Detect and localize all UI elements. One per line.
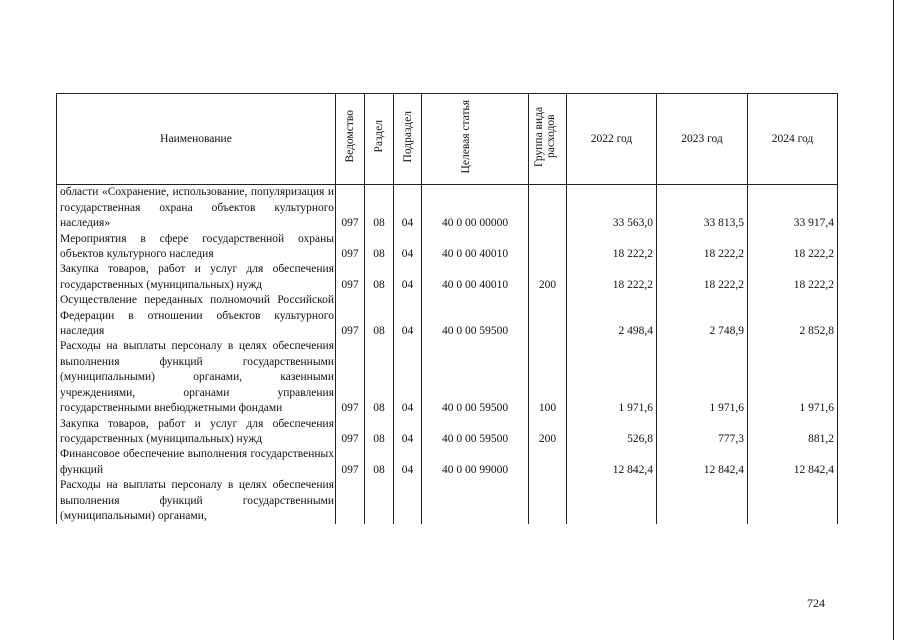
cell-y2023: 18 222,2 (657, 232, 748, 263)
table-row (57, 262, 838, 293)
cell-vid (529, 232, 567, 263)
cell-y2024: 18 222,2 (748, 262, 838, 293)
cell-statya: 40 0 00 40010 (422, 232, 529, 263)
cell-y2022 (567, 478, 657, 524)
cell-podrazdel (394, 478, 422, 524)
cell-statya: 40 0 00 59500 (422, 339, 529, 416)
cell-vid: 100 (529, 339, 567, 416)
cell-vid (529, 447, 567, 478)
cell-y2024: 2 852,8 (748, 293, 838, 339)
cell-y2022: 12 842,4 (567, 447, 657, 478)
header-vedomstvo: Ведомство (336, 94, 365, 185)
table-row (57, 447, 838, 478)
table-row (57, 417, 838, 448)
page-number: 724 (807, 596, 825, 610)
cell-y2023: 777,3 (657, 417, 748, 448)
cell-vid: 200 (529, 417, 567, 448)
cell-statya: 40 0 00 00000 (422, 185, 529, 232)
cell-statya (422, 478, 529, 524)
cell-ved (336, 478, 365, 524)
table-row (57, 339, 838, 416)
cell-y2023 (657, 478, 748, 524)
cell-statya: 40 0 00 99000 (422, 447, 529, 478)
table-row (57, 478, 838, 524)
cell-razdel: 08 (365, 339, 394, 416)
cell-podrazdel: 04 (394, 417, 422, 448)
cell-podrazdel: 04 (394, 339, 422, 416)
cell-vid: 200 (529, 262, 567, 293)
cell-razdel: 08 (365, 417, 394, 448)
cell-name: Закупка товаров, работ и услуг для обеспечения государственных (муниципальных) нужд (57, 417, 336, 448)
header-2022: 2022 год (567, 94, 657, 185)
cell-ved: 097 (336, 417, 365, 448)
header-2024: 2024 год (748, 94, 838, 185)
cell-y2022: 18 222,2 (567, 232, 657, 263)
cell-statya: 40 0 00 40010 (422, 262, 529, 293)
cell-name: Расходы на выплаты персоналу в целях обеспечения выполнения функций государственными (муниципальными) органами, (57, 478, 336, 524)
cell-podrazdel: 04 (394, 262, 422, 293)
cell-y2022: 1 971,6 (567, 339, 657, 416)
cell-razdel (365, 478, 394, 524)
table-body (57, 185, 838, 524)
cell-name: Финансовое обеспечение выполнения государственных функций (57, 447, 336, 478)
cell-y2024 (748, 478, 838, 524)
cell-name: области «Сохранение, использование, популяризация и государственная охрана объектов культурного наследия» (57, 185, 336, 232)
cell-y2022: 526,8 (567, 417, 657, 448)
cell-y2023: 1 971,6 (657, 339, 748, 416)
cell-ved: 097 (336, 293, 365, 339)
cell-y2024: 33 917,4 (748, 185, 838, 232)
cell-podrazdel: 04 (394, 232, 422, 263)
cell-y2023: 33 813,5 (657, 185, 748, 232)
cell-y2022: 2 498,4 (567, 293, 657, 339)
cell-razdel: 08 (365, 262, 394, 293)
cell-razdel: 08 (365, 447, 394, 478)
cell-ved: 097 (336, 262, 365, 293)
header-razdel: Раздел (365, 94, 394, 185)
cell-vid (529, 478, 567, 524)
cell-y2023: 12 842,4 (657, 447, 748, 478)
cell-razdel: 08 (365, 293, 394, 339)
header-name: Наименование (57, 94, 336, 185)
header-celevaya-statya: Целевая статья (422, 94, 529, 185)
cell-y2022: 18 222,2 (567, 262, 657, 293)
cell-name: Осуществление переданных полномочий Российской Федерации в отношении объектов культурного наследия (57, 293, 336, 339)
cell-razdel: 08 (365, 232, 394, 263)
cell-name: Мероприятия в сфере государственной охраны объектов культурного наследия (57, 232, 336, 263)
cell-ved: 097 (336, 447, 365, 478)
table-row (57, 293, 838, 339)
cell-y2024: 12 842,4 (748, 447, 838, 478)
cell-y2023: 18 222,2 (657, 262, 748, 293)
cell-podrazdel: 04 (394, 185, 422, 232)
cell-ved: 097 (336, 185, 365, 232)
cell-y2024: 881,2 (748, 417, 838, 448)
cell-vid (529, 293, 567, 339)
cell-statya: 40 0 00 59500 (422, 417, 529, 448)
table-row (57, 185, 838, 232)
cell-y2024: 18 222,2 (748, 232, 838, 263)
cell-y2024: 1 971,6 (748, 339, 838, 416)
header-gruppa-vida-rashodov: Группа вида расходов (529, 94, 567, 185)
budget-table (56, 93, 838, 524)
table-row (57, 232, 838, 263)
cell-y2023: 2 748,9 (657, 293, 748, 339)
cell-ved: 097 (336, 232, 365, 263)
header-podrazdel: Подраздел (394, 94, 422, 185)
cell-ved: 097 (336, 339, 365, 416)
cell-y2022: 33 563,0 (567, 185, 657, 232)
cell-podrazdel: 04 (394, 293, 422, 339)
cell-statya: 40 0 00 59500 (422, 293, 529, 339)
cell-vid (529, 185, 567, 232)
cell-razdel: 08 (365, 185, 394, 232)
cell-podrazdel: 04 (394, 447, 422, 478)
header-2023: 2023 год (657, 94, 748, 185)
cell-name: Закупка товаров, работ и услуг для обеспечения государственных (муниципальных) нужд (57, 262, 336, 293)
table-header-row (57, 94, 838, 185)
page-edge-line (893, 0, 894, 640)
cell-name: Расходы на выплаты персоналу в целях обеспечения выполнения функций государственными (муниципальными) органами, казенными учреждениями, органами управления государственными внебюджетными фондами (57, 339, 336, 416)
